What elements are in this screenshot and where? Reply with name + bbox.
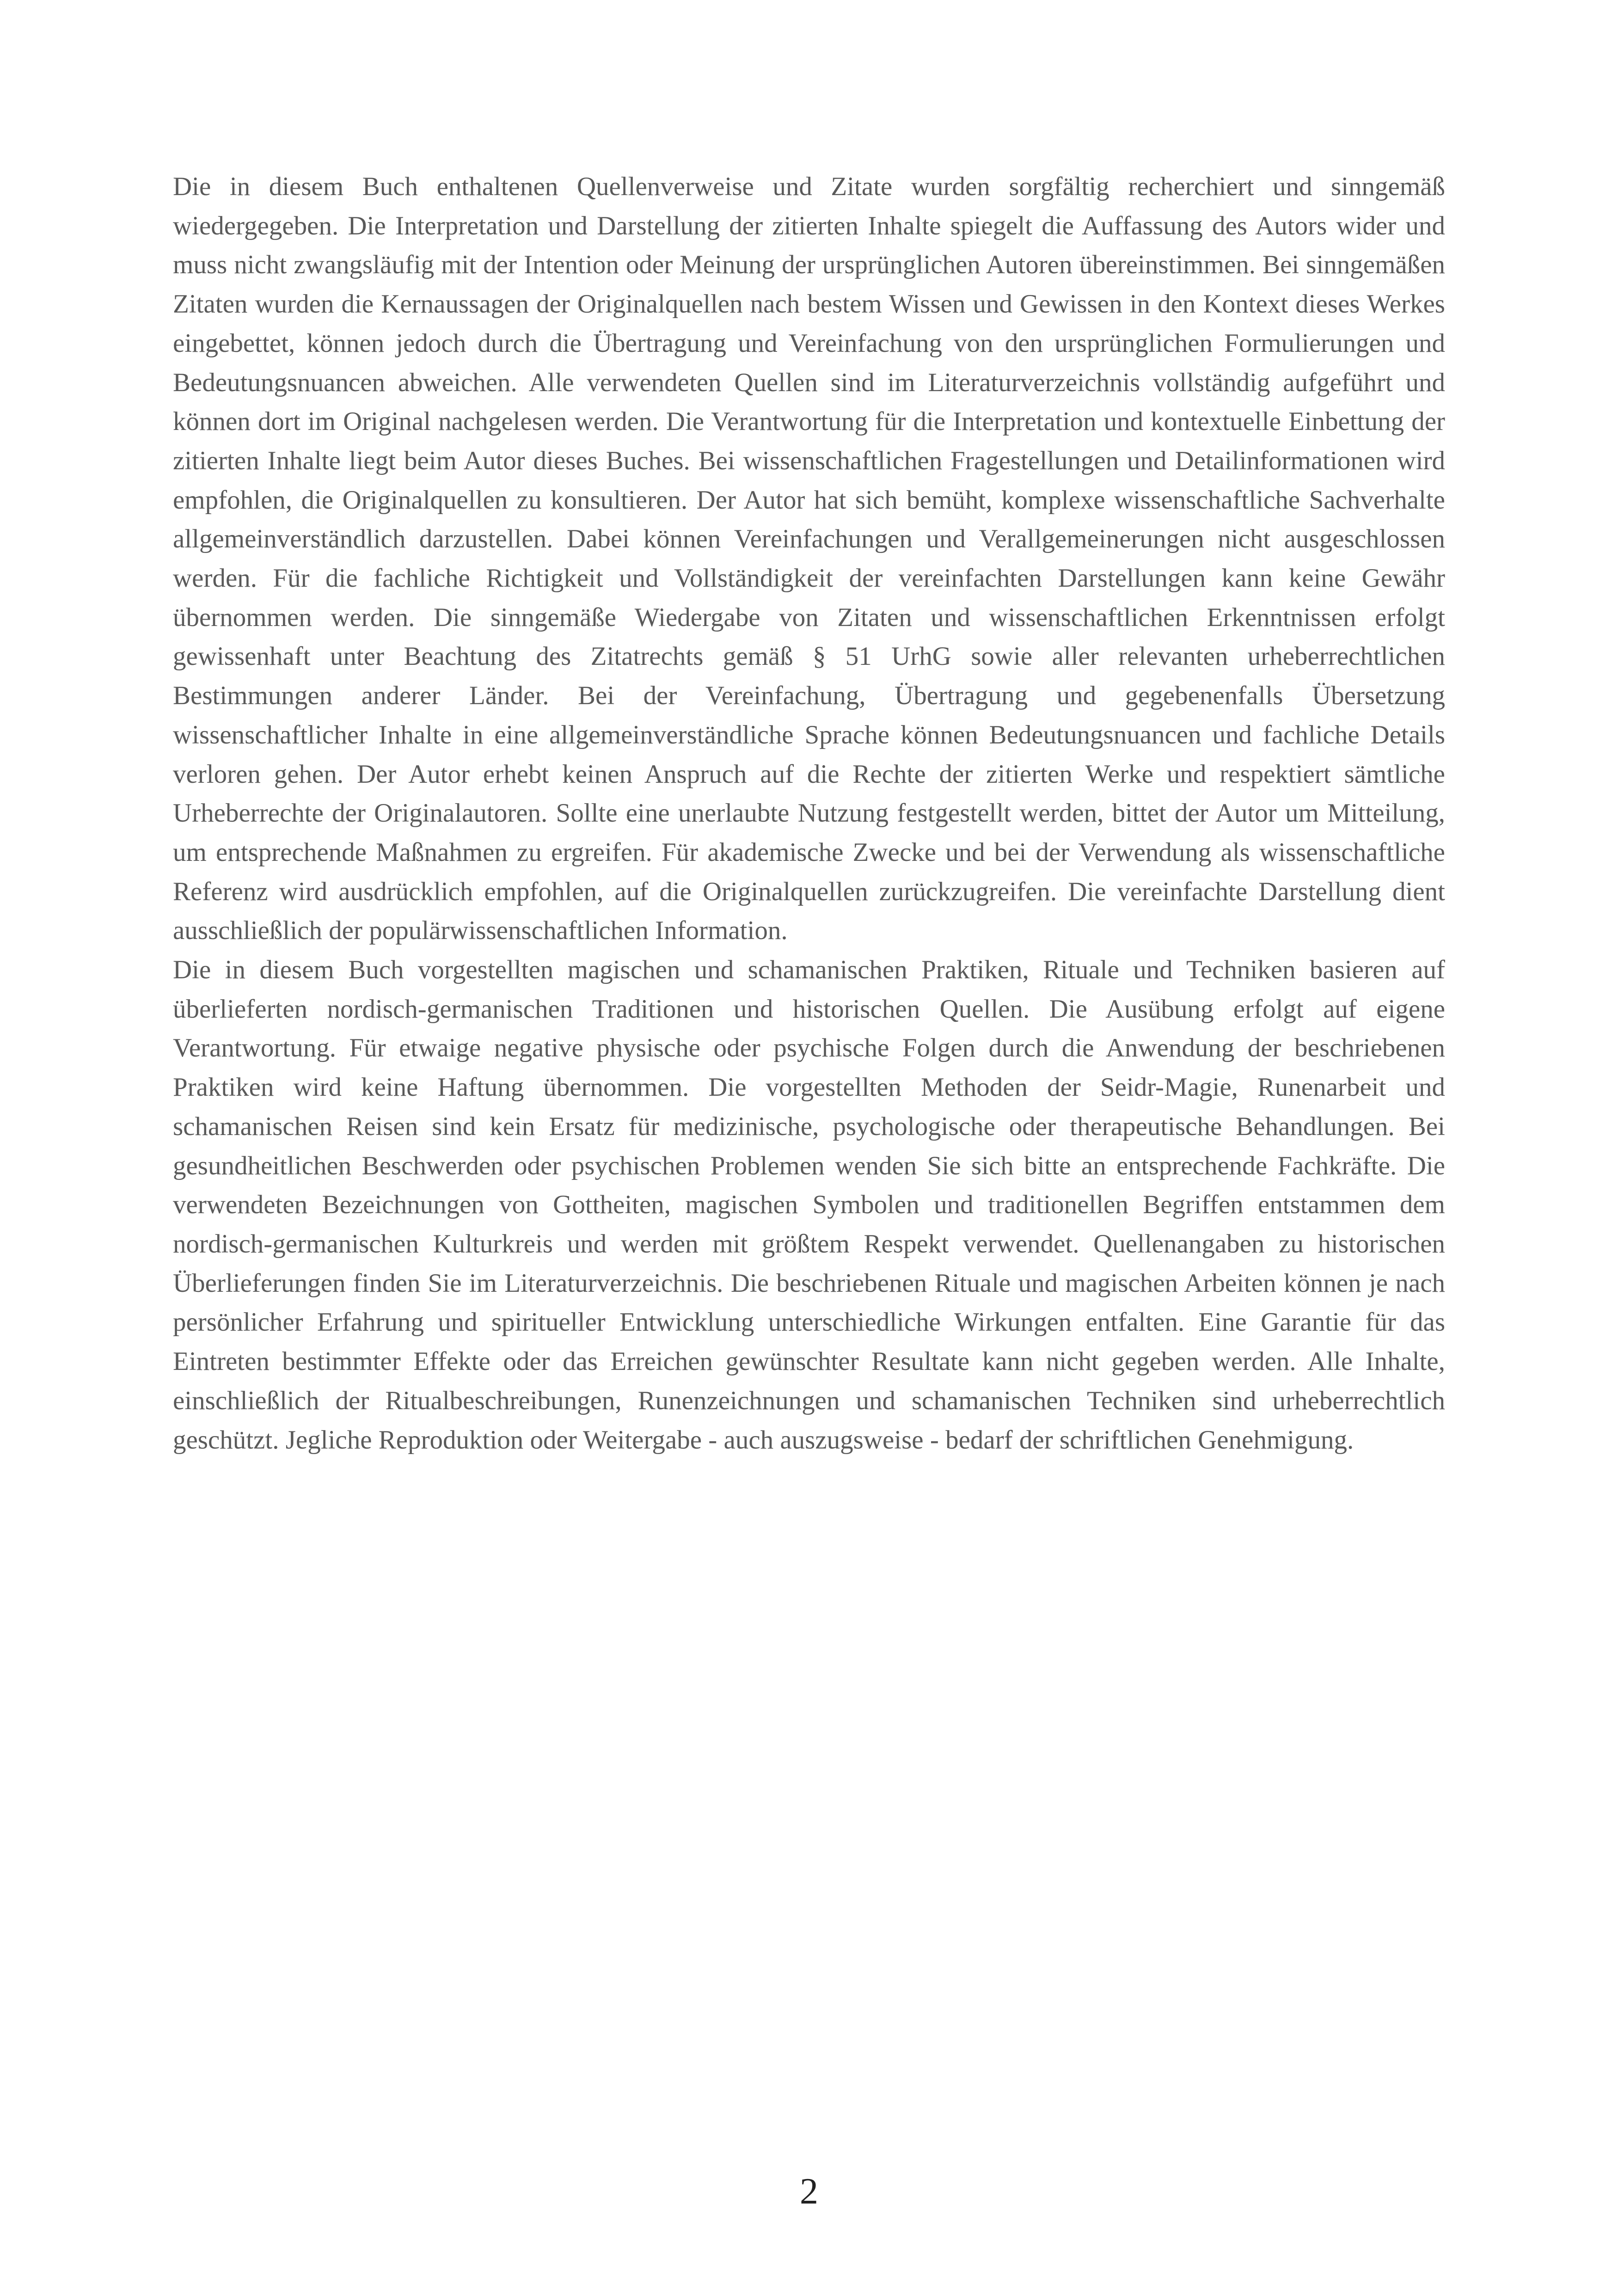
paragraph-practices-disclaimer: Die in diesem Buch vorgestellten magischen und schamanischen Praktiken, Rituale und Techniken basieren auf überlieferten nordisch-germanischen Traditionen und historischen Quellen. Die Ausübung erfolgt auf eigene Verantwortung. Für etwaige negative physische oder psychische Folgen durch die Anwendung der beschriebenen Praktiken wird keine Haftung übernommen. Die vorgestellten Methoden der Seidr-Magie, Runenarbeit und schamanischen Reisen sind kein Ersatz für medizinische, psychologische oder therapeutische Behandlungen. Bei gesundheitlichen Beschwerden oder psychischen Problemen wenden Sie sich bitte an entsprechende Fachkräfte. Die verwendeten Bezeichnungen von Gottheiten, magischen Symbolen und traditionellen Begriffen entstammen dem nordisch-germanischen Kulturkreis und werden mit größtem Respekt verwendet. Quellenangaben zu historischen Überlieferungen finden Sie im Literaturverzeichnis. Die beschriebenen Rituale und magischen Arbeiten können je nach persönlicher Erfahrung und spiritueller Entwicklung unterschiedliche Wirkungen entfalten. Eine Garantie für das Eintreten bestimmter Effekte oder das Erreichen gewünschter Resultate kann nicht gegeben werden. Alle Inhalte, einschließlich der Ritualbeschreibungen, Runenzeichnungen und schamanischen Techniken sind urheberrechtlich geschützt. Jegliche Reproduktion oder Weitergabe - auch auszugsweise - bedarf der schriftlichen Genehmigung.: [173, 955, 1445, 1455]
page-number: 2: [800, 2171, 818, 2212]
body-text: [173, 167, 1445, 1460]
paragraph-sources-disclaimer: Die in diesem Buch enthaltenen Quellenverweise und Zitate wurden sorgfältig recherchiert und sinngemäß wiedergegeben. Die Interpretation und Darstellung der zitierten Inhalte spiegelt die Auffassung des Autors wider und muss nicht zwangsläufig mit der Intention oder Meinung der ursprünglichen Autoren übereinstimmen. Bei sinngemäßen Zitaten wurden die Kernaussagen der Originalquellen nach bestem Wissen und Gewissen in den Kontext dieses Werkes eingebettet, können jedoch durch die Übertragung und Vereinfachung von den ursprünglichen Formulierungen und Bedeutungsnuancen abweichen. Alle verwendeten Quellen sind im Literaturverzeichnis vollständig aufgeführt und können dort im Original nachgelesen werden. Die Verantwortung für die Interpretation und kontextuelle Einbettung der zitierten Inhalte liegt beim Autor dieses Buches. Bei wissenschaftlichen Fragestellungen und Detailinformationen wird empfohlen, die Originalquellen zu konsultieren. Der Autor hat sich bemüht, komplexe wissenschaftliche Sachverhalte allgemeinverständlich darzustellen. Dabei können Vereinfachungen und Verallgemeinerungen nicht ausgeschlossen werden. Für die fachliche Richtigkeit und Vollständigkeit der vereinfachten Darstellungen kann keine Gewähr übernommen werden. Die sinngemäße Wiedergabe von Zitaten und wissenschaftlichen Erkenntnissen erfolgt gewissenhaft unter Beachtung des Zitatrechts gemäß § 51 UrhG sowie aller relevanten urheberrechtlichen Bestimmungen anderer Länder. Bei der Vereinfachung, Übertragung und gegebenenfalls Übersetzung wissenschaftlicher Inhalte in eine allgemeinverständliche Sprache können Bedeutungsnuancen und fachliche Details verloren gehen. Der Autor erhebt keinen Anspruch auf die Rechte der zitierten Werke und respektiert sämtliche Urheberrechte der Originalautoren. Sollte eine unerlaubte Nutzung festgestellt werden, bittet der Autor um Mitteilung, um entsprechende Maßnahmen zu ergreifen. Für akademische Zwecke und bei der Verwendung als wissenschaftliche Referenz wird ausdrücklich empfohlen, auf die Originalquellen zurückzugreifen. Die vereinfachte Darstellung dient ausschließlich der populärwissenschaftlichen Information.: [173, 172, 1445, 945]
